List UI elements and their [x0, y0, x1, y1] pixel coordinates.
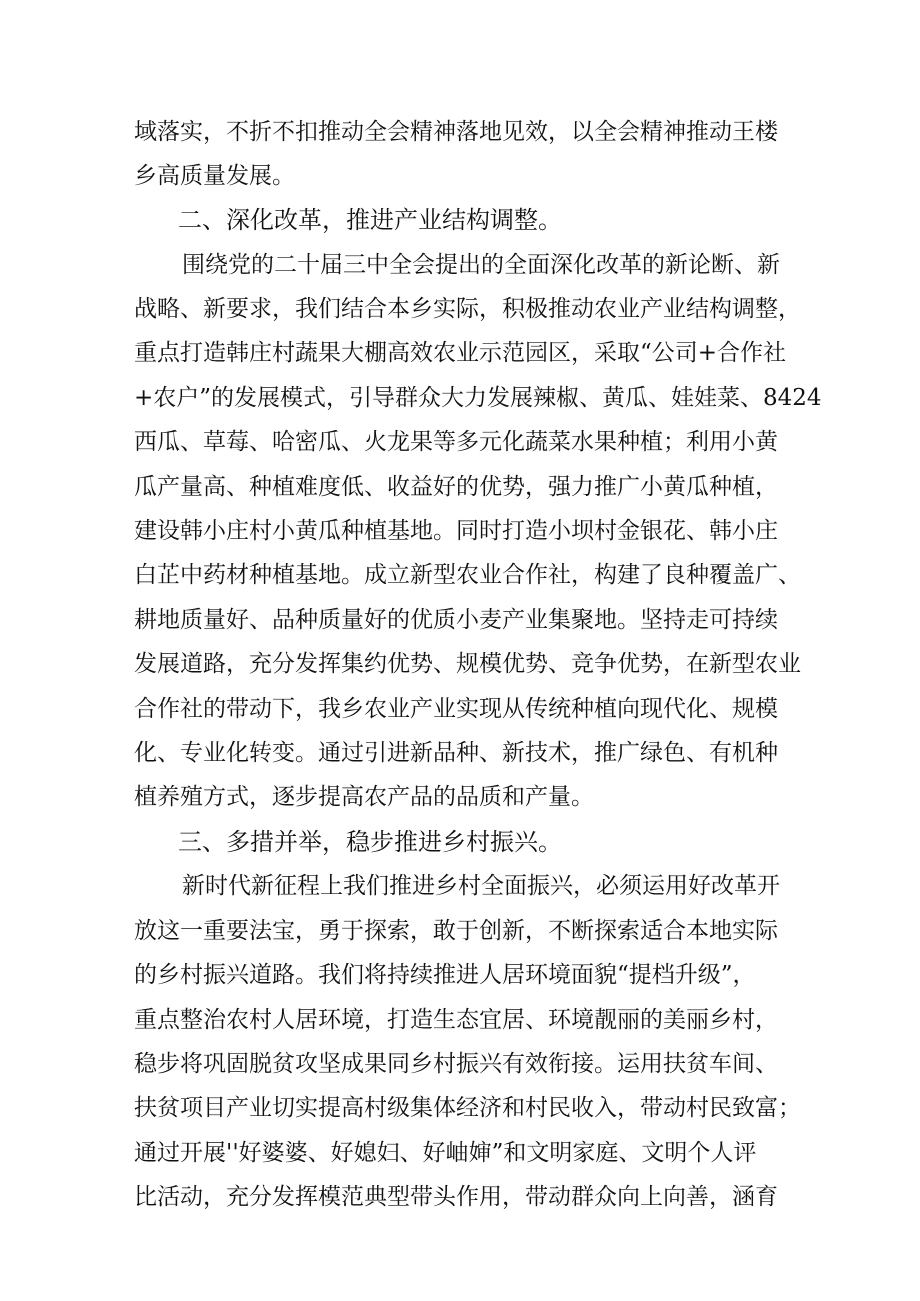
text-line: 耕地质量好、品种质量好的优质小麦产业集聚地。坚持走可持续	[134, 607, 778, 633]
text-line: 合作社的带动下，我乡农业产业实现从传统种植向现代化、规模	[134, 696, 778, 722]
text-line: +农户”的发展模式，引导群众大力发展辣椒、黄瓜、娃娃菜、8424	[134, 385, 822, 411]
text-line: 白芷中药材种植基地。成立新型农业合作社，构建了良种覆盖广、	[134, 562, 801, 588]
section-heading-2: 二、深化改革，推进产业结构调整。	[178, 206, 562, 234]
text-line: 通过开展''好婆婆、好媳妇、好岫婶”和文明家庭、文明个人评	[134, 1140, 757, 1166]
text-line: 的乡村振兴道路。我们将持续推进人居环境面貌“提档升级”，	[134, 962, 756, 988]
text-line: 重点整治农村人居环境，打造生态宜居、环境靓丽的美丽乡村，	[134, 1007, 778, 1033]
text-line: 域落实，不折不扣推动全会精神落地见效，以全会精神推动王楼	[134, 119, 778, 145]
text-line: 化、专业化转变。通过引进新品种、新技术，推广绿色、有机种	[134, 740, 778, 766]
text-line: 扶贫项目产业切实提高村级集体经济和村民收入，带动村民致富；	[134, 1095, 801, 1121]
text-line: 新时代新征程上我们推进乡村全面振兴，必须运用好改革开	[182, 873, 780, 899]
text-line: 稳步将巩固脱贫攻坚成果同乡村振兴有效衔接。运用扶贫车间、	[134, 1051, 778, 1077]
text-line: 建设韩小庄村小黄瓜种植基地。同时打造小坝村金银花、韩小庄	[134, 518, 778, 544]
text-line: 比活动，充分发挥模范典型带头作用，带动群众向上向善，涵育	[134, 1184, 778, 1210]
text-line: 乡高质量发展。	[134, 163, 295, 189]
text-line: 战略、新要求，我们结合本乡实际，积极推动农业产业结构调整，	[134, 296, 801, 322]
text-line: 西瓜、草莓、哈密瓜、火龙果等多元化蔬菜水果种植；利用小黄	[134, 429, 778, 455]
section-heading-3: 三、多措并举，稳步推进乡村振兴。	[178, 828, 562, 856]
text-line: 植养殖方式，逐步提高农产品的品质和产量。	[134, 784, 594, 810]
text-line: 放这一重要法宝，勇于探索，敢于创新，不断探索适合本地实际	[134, 918, 778, 944]
text-line: 发展道路，充分发挥集约优势、规模优势、竞争优势，在新型农业	[134, 651, 801, 677]
text-line: 重点打造韩庄村蔬果大棚高效农业示范园区，采取“公司+合作社	[134, 340, 787, 366]
text-line: 围绕党的二十届三中全会提出的全面深化改革的新论断、新	[182, 252, 780, 278]
text-line: 瓜产量高、种植难度低、收益好的优势，强力推广小黄瓜种植，	[134, 474, 778, 500]
